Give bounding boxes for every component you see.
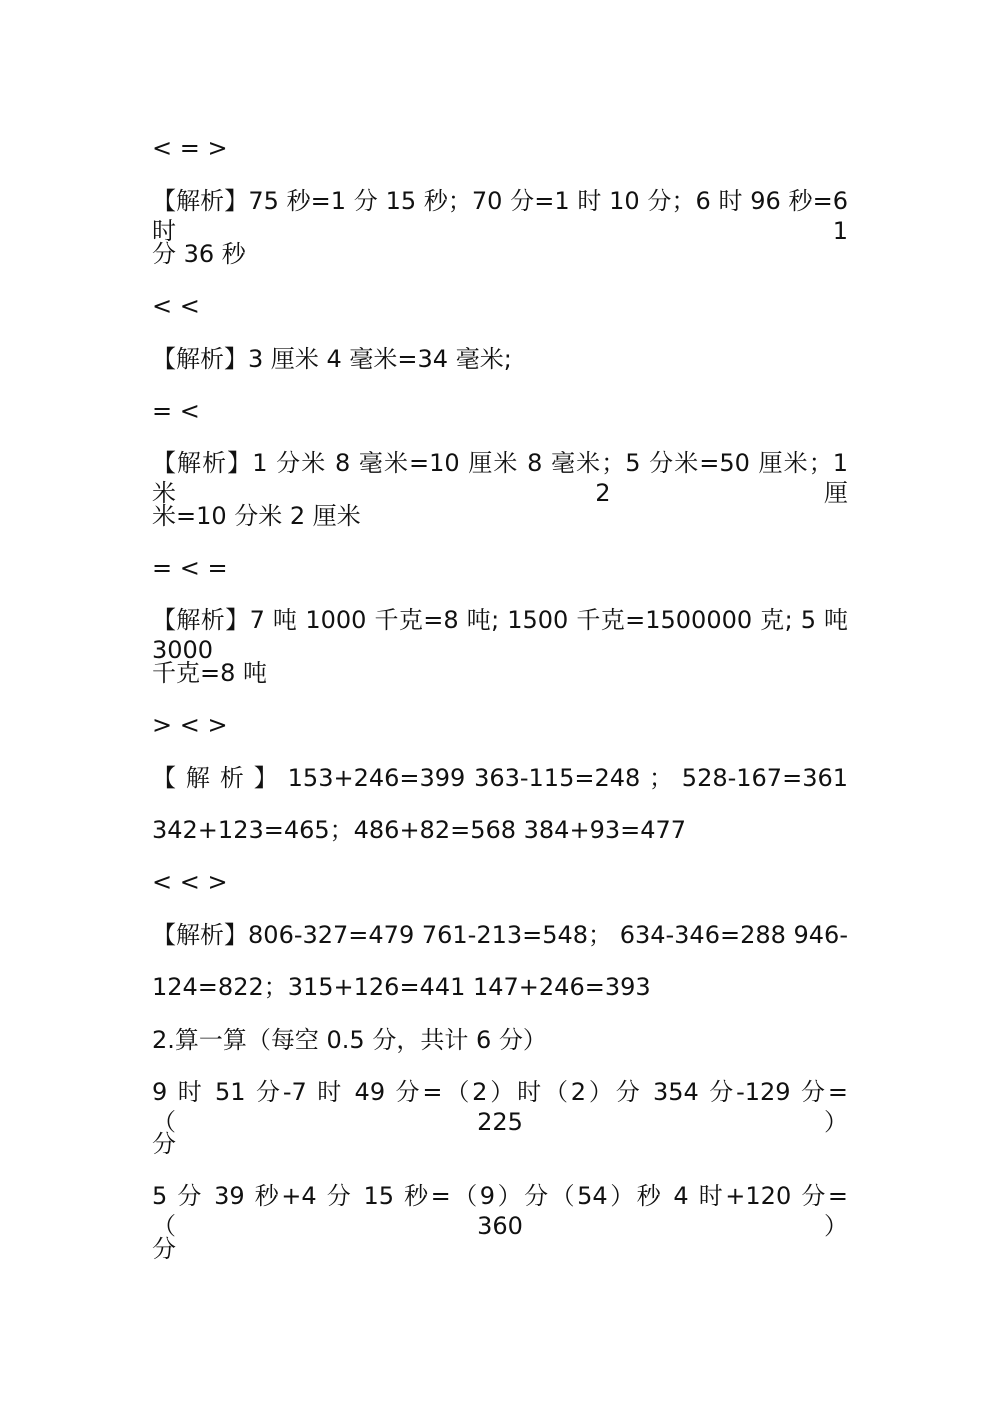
answer-line-6: < < > [152, 868, 228, 896]
explanation-line-3a: 【解析】1 分米 8 毫米=10 厘米 8 毫米；5 分米=50 厘米；1 米 2 厘 [152, 449, 848, 507]
problem-line-1b: 分 [152, 1130, 176, 1158]
answer-line-1: < = > [152, 134, 228, 162]
explanation-line-1b: 分 36 秒 [152, 240, 246, 268]
explanation-line-1a: 【解析】75 秒=1 分 15 秒；70 分=1 时 10 分；6 时 96 秒=6 时 1 [152, 187, 848, 245]
section-heading: 2.算一算（每空 0.5 分，共计 6 分） [152, 1026, 547, 1054]
answer-line-2: < < [152, 292, 200, 320]
explanation-line-2: 【解析】3 厘米 4 毫米=34 毫米; [152, 345, 512, 373]
explanation-line-6a: 【解析】806-327=479 761-213=548； 634-346=288 946- [152, 921, 848, 949]
problem-line-1a: 9 时 51 分-7 时 49 分=（2）时（2）分 354 分-129 分=（225） [152, 1078, 848, 1136]
explanation-line-4b: 千克=8 吨 [152, 659, 268, 687]
answer-line-3: = < [152, 397, 200, 425]
problem-line-2a: 5 分 39 秒+4 分 15 秒=（9）分（54）秒 4 时+120 分=（360） [152, 1182, 848, 1240]
problem-line-2b: 分 [152, 1235, 176, 1263]
explanation-line-5a: 【 解 析 】 153+246=399 363-115=248 ； 528-167=361 [152, 764, 848, 792]
explanation-line-5b: 342+123=465；486+82=568 384+93=477 [152, 816, 687, 844]
explanation-line-4a: 【解析】7 吨 1000 千克=8 吨; 1500 千克=1500000 克; 5 吨 3000 [152, 606, 848, 664]
answer-line-5: > < > [152, 711, 228, 739]
explanation-line-6b: 124=822；315+126=441 147+246=393 [152, 973, 651, 1001]
answer-line-4: = < = [152, 554, 228, 582]
explanation-line-3b: 米=10 分米 2 厘米 [152, 502, 361, 530]
